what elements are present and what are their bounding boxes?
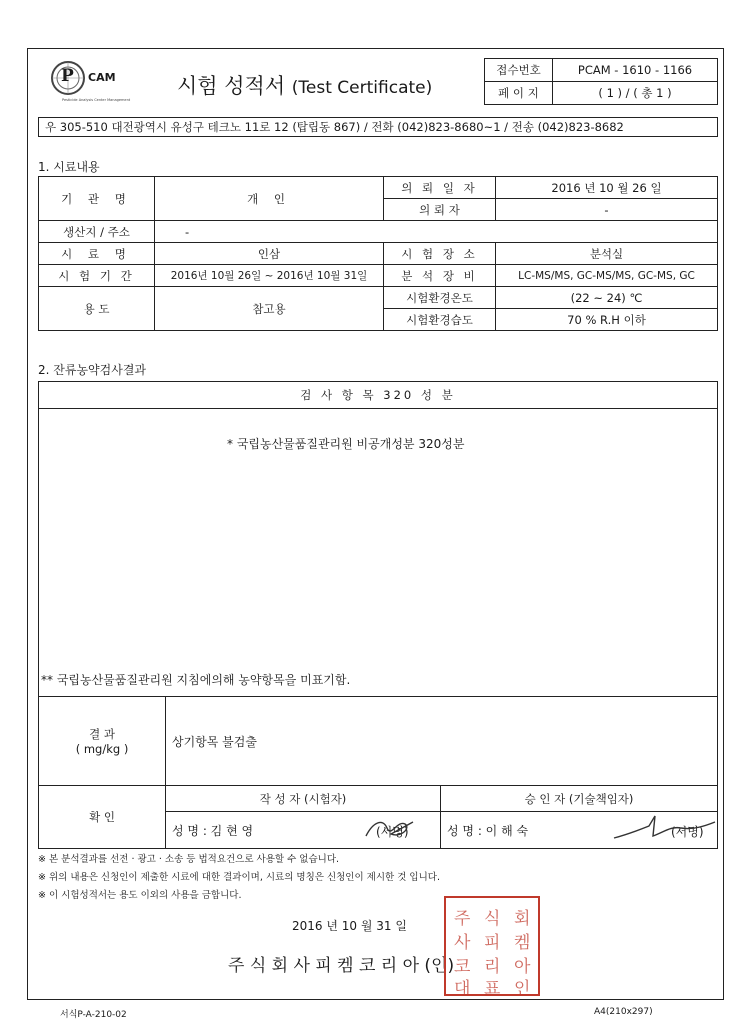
stamp-char: 식 xyxy=(484,909,501,929)
section2-heading: 2. 잔류농약검사결과 xyxy=(38,363,147,377)
stamp-char: 표 xyxy=(484,979,501,999)
requester-value: - xyxy=(496,199,718,221)
result-label xyxy=(39,697,166,786)
origin-label: 생산지 / 주소 xyxy=(39,221,155,243)
humidity-label: 시험환경습도 xyxy=(384,309,496,331)
request-date-value: 2016 년 10 월 26 일 xyxy=(496,177,718,199)
items-body xyxy=(39,409,718,697)
stamp-char: 코 xyxy=(454,957,471,977)
stamp-char: 아 xyxy=(514,957,531,977)
stamp-char: 회 xyxy=(514,909,531,929)
use-value: 참고용 xyxy=(155,287,384,331)
equipment-value: LC-MS/MS, GC-MS/MS, GC-MS, GC xyxy=(496,265,718,287)
stamp-char: 리 xyxy=(484,957,501,977)
sample-value: 인삼 xyxy=(155,243,384,265)
result-label-2: ( mg/kg ) xyxy=(75,742,129,756)
use-label: 용 도 xyxy=(39,287,155,331)
stamp-char: 피 xyxy=(484,933,501,953)
note-2: ※ 위의 내용은 신청인이 제출한 시료에 대한 결과이며, 시료의 명칭은 신청인이 제시한 것 입니다. xyxy=(38,872,440,883)
address-bar: 우 305-510 대전광역시 유성구 테크노 11로 12 (탑립동 867) / 전화 (042)823-8680~1 / 전송 (042)823-8682 xyxy=(38,117,718,137)
result-value: 상기항목 불검출 xyxy=(166,697,718,786)
approver-sign: 성 명 : 이 해 숙 xyxy=(447,823,529,838)
page-title xyxy=(177,70,432,100)
title-korean: 시험 성적서 xyxy=(177,74,286,98)
issue-date: 2016 년 10 월 31 일 xyxy=(292,919,407,933)
stamp-char: 사 xyxy=(454,933,471,953)
equipment-label: 분 석 장 비 xyxy=(384,265,496,287)
approver-sign-cell xyxy=(441,812,718,849)
stamp-char: 인 xyxy=(514,979,531,999)
logo-subtitle: Pesticide Analysis Center Management xyxy=(62,98,131,102)
origin-value: - xyxy=(155,221,718,243)
receipt-table xyxy=(484,58,718,105)
company-logo xyxy=(48,58,160,106)
confirm-label: 확 인 xyxy=(39,786,166,849)
logo-text: CAM xyxy=(88,71,116,84)
note-3: ※ 이 시험성적서는 용도 이외의 사용을 금합니다. xyxy=(38,890,242,901)
approver-sign-mark: (서명) xyxy=(671,825,704,839)
period-label: 시 험 기 간 xyxy=(39,265,155,287)
company-name: 주 식 회 사 피 켐 코 리 아 (인) xyxy=(228,956,455,976)
period-value: 2016년 10월 26일 ~ 2016년 10월 31일 xyxy=(155,265,384,287)
place-value: 분석실 xyxy=(496,243,718,265)
place-label: 시 험 장 소 xyxy=(384,243,496,265)
logo-letter: P xyxy=(61,66,74,86)
author-signature-icon xyxy=(361,814,416,844)
page-label: 페 이 지 xyxy=(485,82,553,105)
stamp-char: 대 xyxy=(454,979,471,999)
sample-label: 시 료 명 xyxy=(39,243,155,265)
sample-info-table xyxy=(38,176,718,331)
items-note: * 국립농산물품질관리원 비공개성분 320성분 xyxy=(227,437,465,451)
author-header: 작 성 자 (시험자) xyxy=(166,786,441,812)
title-english: (Test Certificate) xyxy=(291,78,433,98)
temp-value: (22 ~ 24) ℃ xyxy=(496,287,718,309)
org-value: 개 인 xyxy=(155,177,384,221)
company-seal-stamp xyxy=(444,896,540,999)
stamp-char: 주 xyxy=(454,909,471,929)
humidity-value: 70 % R.H 이하 xyxy=(496,309,718,331)
stamp-char: 켐 xyxy=(514,933,531,953)
approver-header: 승 인 자 (기술책임자) xyxy=(441,786,718,812)
page-number: ( 1 ) / ( 총 1 ) xyxy=(553,82,718,105)
paper-size: A4(210x297) xyxy=(594,1007,653,1017)
author-sign-cell xyxy=(166,812,441,849)
form-code: 서식P-A-210-02 xyxy=(60,1010,127,1020)
result-label-1: 결 과 xyxy=(89,727,115,741)
items-header: 검 사 항 목 320 성 분 xyxy=(39,382,718,409)
temp-label: 시험환경온도 xyxy=(384,287,496,309)
section1-heading: 1. 시료내용 xyxy=(38,160,100,174)
author-sign: 성 명 : 김 현 영 xyxy=(172,823,254,838)
org-label: 기 관 명 xyxy=(39,177,155,221)
receipt-label: 접수번호 xyxy=(485,59,553,82)
receipt-number: PCAM - 1610 - 1166 xyxy=(553,59,718,82)
results-table xyxy=(38,381,718,849)
note-1: ※ 본 분석결과를 선전 · 광고 · 소송 등 법적요건으로 사용할 수 없습니다. xyxy=(38,854,340,865)
request-date-label: 의 뢰 일 자 xyxy=(384,177,496,199)
author-sign-mark: (서명) xyxy=(376,825,409,839)
requester-label: 의 뢰 자 xyxy=(384,199,496,221)
items-footnote: ** 국립농산물품질관리원 지침에의해 농약항목을 미표기함. xyxy=(41,673,351,687)
approver-signature-icon xyxy=(609,812,718,846)
